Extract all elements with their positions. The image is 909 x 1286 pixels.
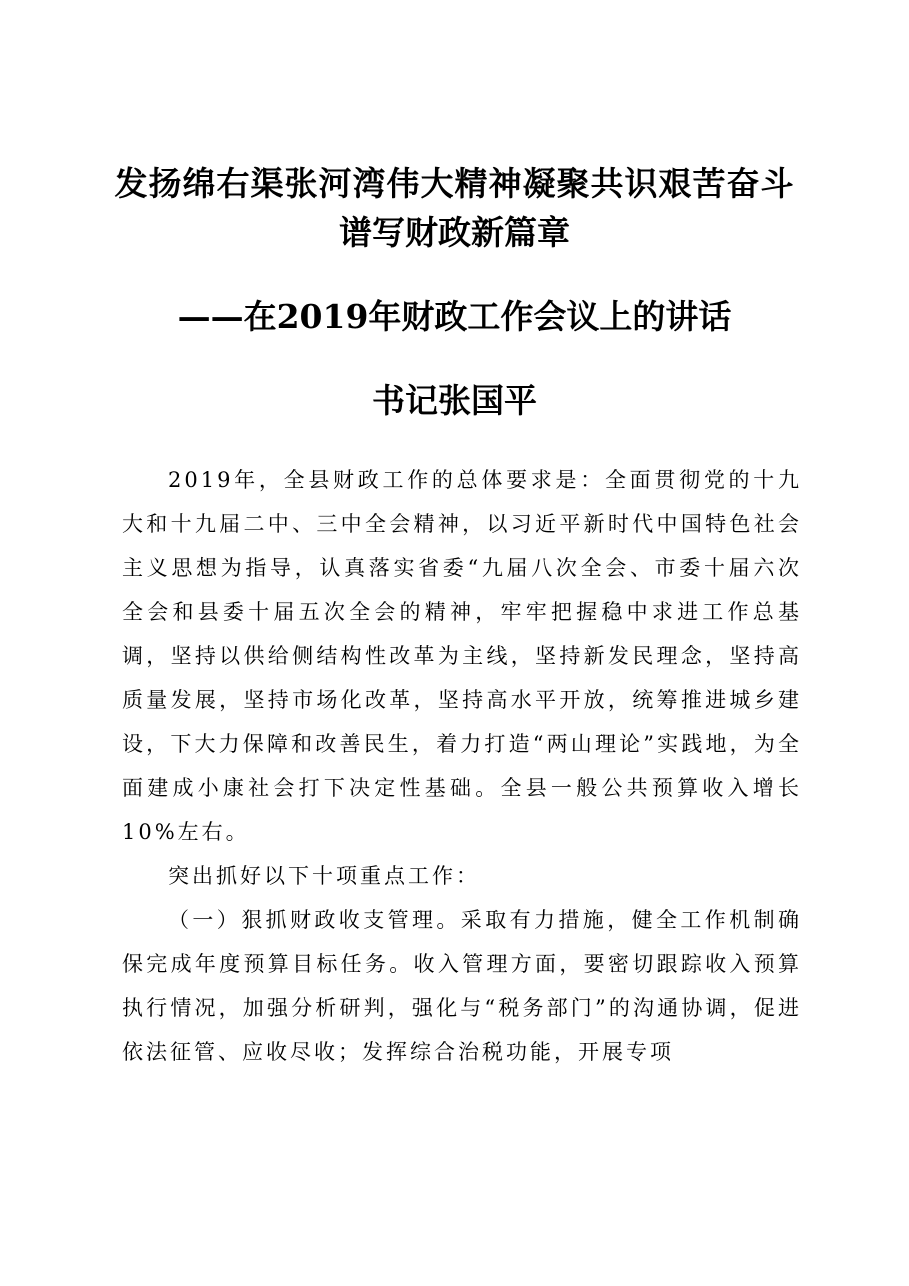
author: 书记张国平 — [372, 381, 537, 420]
subtitle: ——在2019年财政工作会议上的讲话 — [177, 297, 732, 336]
title-line-2: 谱写财政新篇章 — [339, 213, 570, 252]
paragraph-1: 2019年，全县财政工作的总体要求是：全面贯彻党的十九大和十九届二中、三中全会精神，以习近平新时代中国特色社会主义思想为指导，认真落实省委“九届八次全会、市委十届六次全会和县委十届五次全会的精神，牢牢把握稳中求进工作总基调，坚持以供给侧结构性改革为主线，坚持新发民理念，坚持高质量发展，坚持市场化改革，坚持高水平开放，统筹推进城乡建设，下大力保障和改善民生，着力打造“两山理论”实践地，为全面建成小康社会打下决定性基础。全县一般公共预算收入增长10%左右。 — [122, 468, 802, 844]
body-text — [122, 458, 802, 1074]
title-line-1: 发扬绵右渠张河湾伟大精神凝聚共识艰苦奋斗 — [114, 164, 795, 203]
paragraph-2: 突出抓好以下十项重点工作： — [168, 864, 480, 888]
paragraph-3: （一）狠抓财政收支管理。采取有力措施，健全工作机制确保完成年度预算目标任务。收入管理方面，要密切跟踪收入预算执行情况，加强分析研判，强化与“税务部门”的沟通协调，促进依法征管、应收尽收；发挥综合治税功能，开展专项 — [122, 908, 802, 1064]
